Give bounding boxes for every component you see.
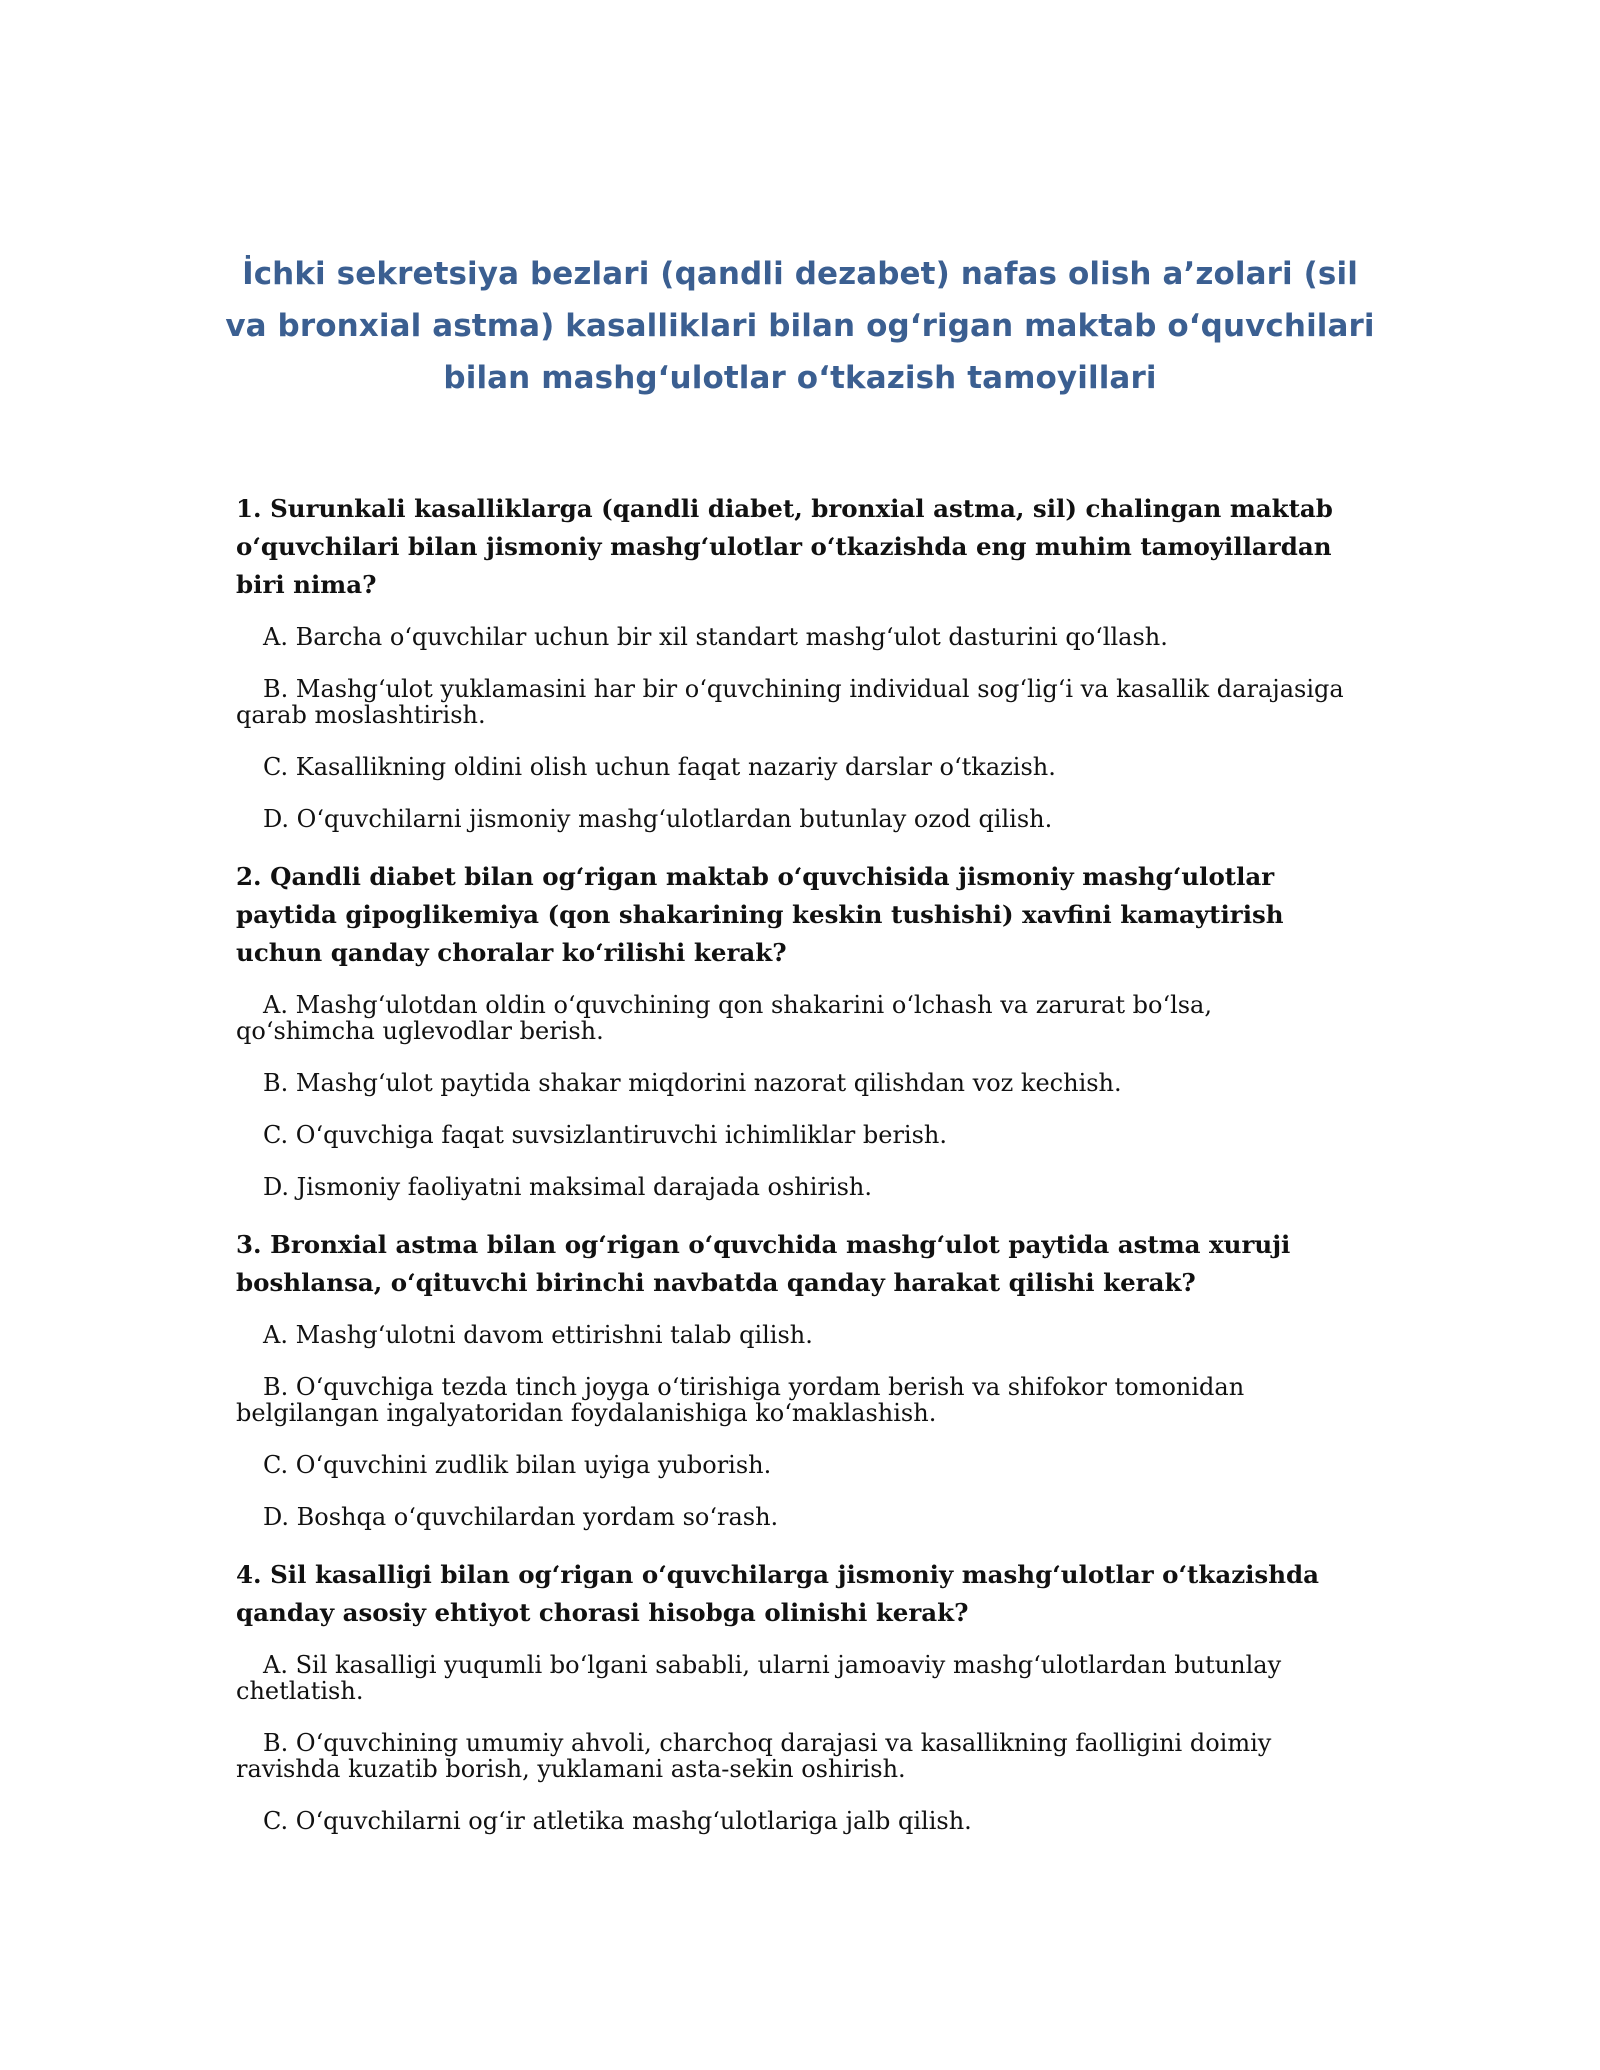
answer-option: D. O‘quvchilarni jismoniy mashg‘ulotlardan butunlay ozod qilish. <box>263 805 1053 833</box>
answer-option: B. Mashg‘ulot paytida shakar miqdorini nazorat qilishdan voz kechish. <box>263 1069 1122 1097</box>
question-text: 1. Surunkali kasalliklarga (qandli diabet, bronxial astma, sil) chalingan maktab o‘quvchilari bilan jismoniy mashg‘ulotlar o‘tkazishda eng muhim tamoyillardan biri nima? <box>236 494 1333 599</box>
question-block-3 <box>236 1226 1356 1530</box>
question-list <box>236 490 1356 1860</box>
question-block-2 <box>236 858 1356 1200</box>
question-block-1 <box>236 490 1356 832</box>
answer-option: A. Sil kasalligi yuqumli bo‘lgani sababli, ularni jamoaviy mashg‘ulotlardan butunlay chetlatish. <box>236 1651 1282 1705</box>
answer-option: B. Mashg‘ulot yuklamasini har bir o‘quvchining individual sog‘lig‘i va kasallik darajasiga qarab moslashtirish. <box>236 675 1344 729</box>
answer-option: B. O‘quvchining umumiy ahvoli, charchoq darajasi va kasallikning faolligini doimiy ravishda kuzatib borish, yuklamani asta-sekin oshirish. <box>236 1729 1272 1783</box>
question-text: 2. Qandli diabet bilan og‘rigan maktab o‘quvchisida jismoniy mashg‘ulotlar paytida gipoglikemiya (qon shakarining keskin tushishi) xavfini kamaytirish uchun qanday choralar ko‘rilishi kerak? <box>236 862 1284 967</box>
answer-option: A. Barcha o‘quvchilar uchun bir xil standart mashg‘ulot dasturini qo‘llash. <box>263 623 1168 651</box>
answer-option: C. O‘quvchiga faqat suvsizlantiruvchi ichimliklar berish. <box>263 1121 947 1149</box>
document-title: İchki sekretsiya bezlari (qandli dezabet) nafas olish a’zolari (sil va bronxial astma) kasalliklari bilan og‘rigan maktab o‘quvchilari bilan mashg‘ulotlar o‘tkazish tamoyillari <box>225 256 1375 396</box>
question-text: 3. Bronxial astma bilan og‘rigan o‘quvchida mashg‘ulot paytida astma xuruji boshlansa, o‘qituvchi birinchi navbatda qanday harakat qilishi kerak? <box>236 1230 1291 1297</box>
answer-option: C. O‘quvchini zudlik bilan uyiga yuborish. <box>263 1451 772 1479</box>
answer-option: A. Mashg‘ulotdan oldin o‘quvchining qon shakarini o‘lchash va zarurat bo‘lsa, qo‘shimcha uglevodlar berish. <box>236 991 1212 1045</box>
answer-option: C. O‘quvchilarni og‘ir atletika mashg‘ulotlariga jalb qilish. <box>263 1807 972 1835</box>
answer-option: A. Mashg‘ulotni davom ettirishni talab qilish. <box>263 1321 813 1349</box>
answer-option: C. Kasallikning oldini olish uchun faqat nazariy darslar o‘tkazish. <box>263 753 1056 781</box>
answer-option: D. Boshqa o‘quvchilardan yordam so‘rash. <box>263 1503 779 1531</box>
answer-option: D. Jismoniy faoliyatni maksimal darajada oshirish. <box>263 1173 872 1201</box>
question-text: 4. Sil kasalligi bilan og‘rigan o‘quvchilarga jismoniy mashg‘ulotlar o‘tkazishda qanday asosiy ehtiyot chorasi hisobga olinishi kerak? <box>236 1560 1320 1627</box>
answer-option: B. O‘quvchiga tezda tinch joyga o‘tirishiga yordam berish va shifokor tomonidan belgilangan ingalyatoridan foydalanishiga ko‘maklashish. <box>236 1373 1245 1427</box>
question-block-4 <box>236 1556 1356 1834</box>
